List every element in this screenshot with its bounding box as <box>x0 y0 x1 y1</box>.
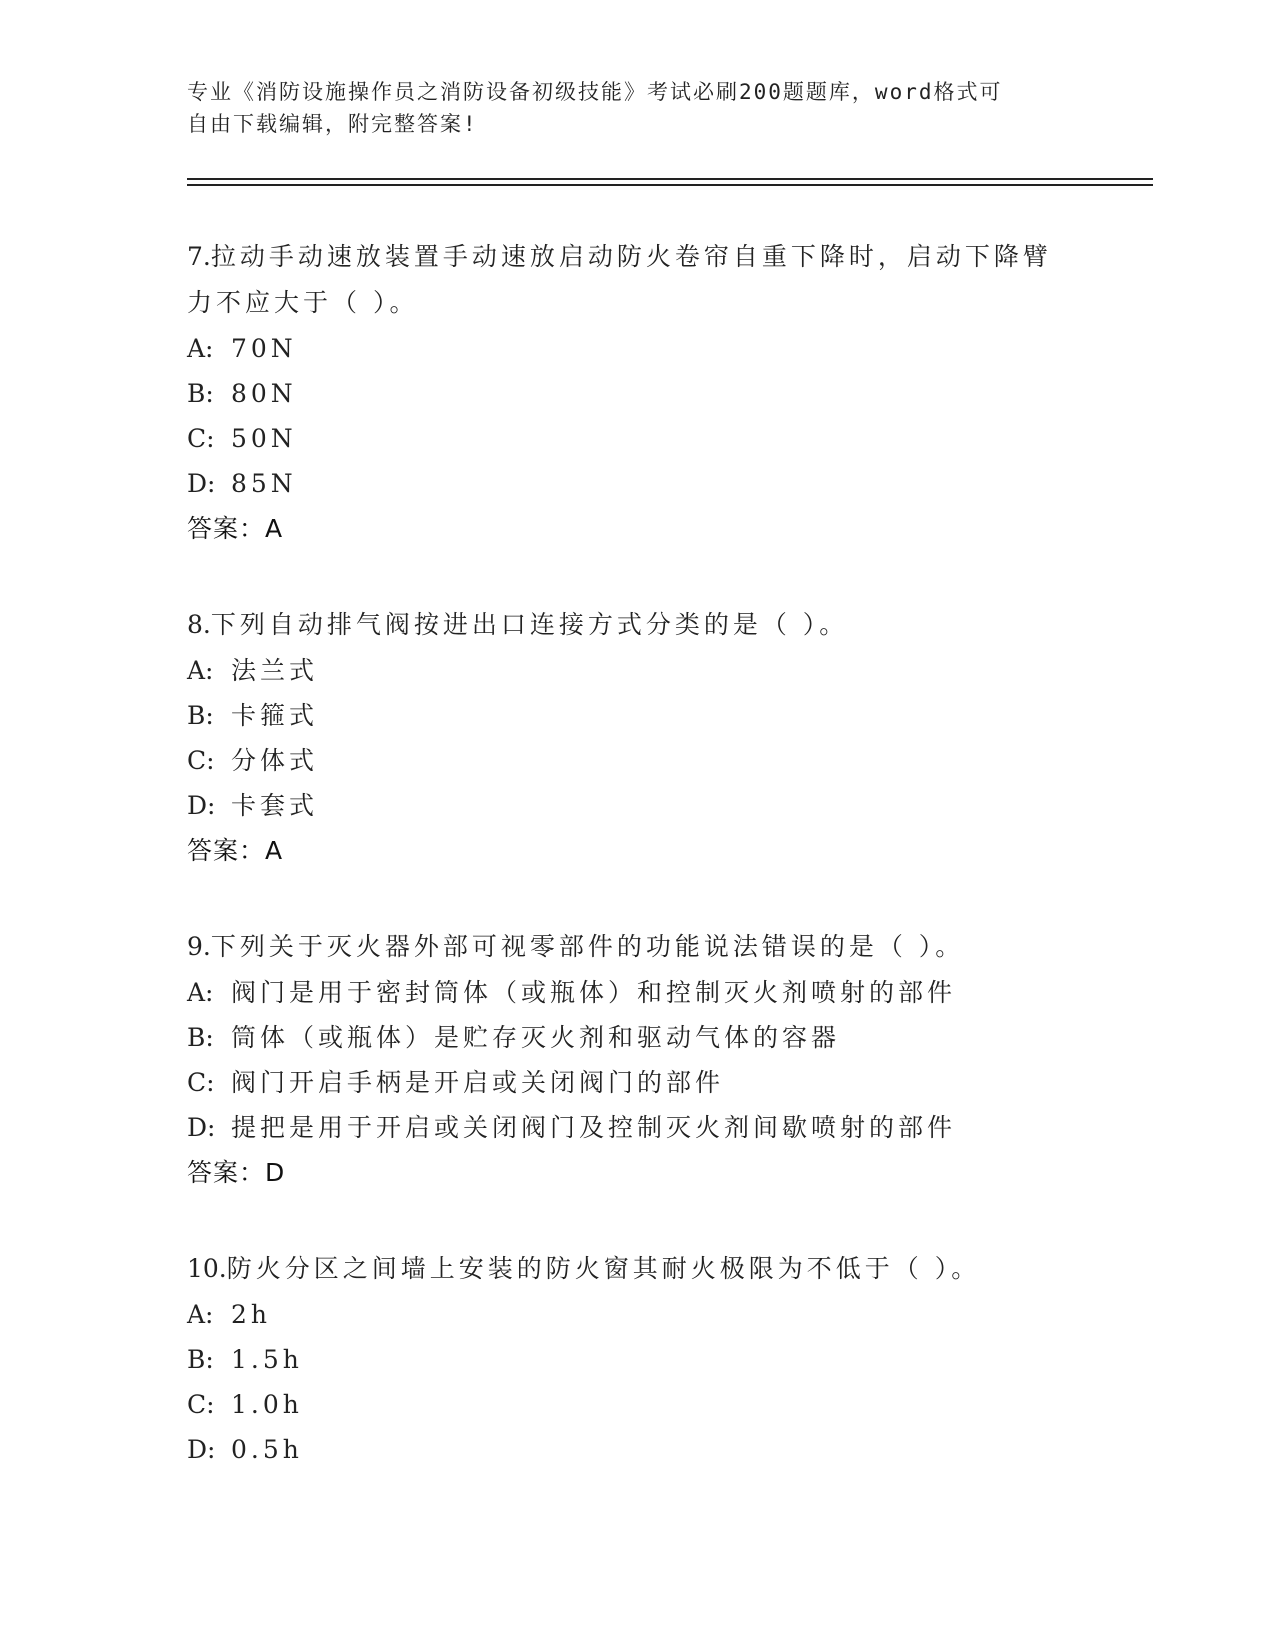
option-c <box>187 1060 1087 1105</box>
option-c <box>187 1382 1087 1427</box>
question-number: 7. <box>187 242 211 271</box>
header-divider-top <box>187 178 1153 180</box>
option-key: A: <box>187 656 214 685</box>
question-text: 防火分区之间墙上安装的防火窗其耐火极限为不低于（ ）。 <box>226 1254 981 1283</box>
option-c <box>187 416 1087 461</box>
option-d <box>187 783 1087 828</box>
option-key: D: <box>187 1435 216 1464</box>
option-text: 80N <box>231 379 297 408</box>
question-9 <box>187 924 1087 1196</box>
question-text: 下列自动排气阀按进出口连接方式分类的是（ ）。 <box>210 610 849 639</box>
header-line-2: 自由下载编辑，附完整答案! <box>187 112 478 136</box>
question-list <box>187 234 1087 1522</box>
option-text: 卡箍式 <box>231 701 319 730</box>
option-a <box>187 1292 1087 1337</box>
option-text: 1.5h <box>231 1345 303 1374</box>
option-key: A: <box>187 978 214 1007</box>
option-text: 提把是用于开启或关闭阀门及控制灭火剂间歇喷射的部件 <box>231 1113 957 1142</box>
question-stem <box>187 602 1087 648</box>
question-number: 10. <box>187 1254 227 1283</box>
question-7 <box>187 234 1087 552</box>
question-stem <box>187 1246 1087 1292</box>
option-text: 阀门开启手柄是开启或关闭阀门的部件 <box>231 1068 725 1097</box>
option-key: C: <box>187 1068 215 1097</box>
option-d <box>187 461 1087 506</box>
option-text: 50N <box>231 424 297 453</box>
question-8 <box>187 602 1087 874</box>
document-header <box>187 76 1067 140</box>
header-line-1: 专业《消防设施操作员之消防设备初级技能》考试必刷200题题库，word格式可 <box>187 80 1003 104</box>
option-key: B: <box>187 1023 214 1052</box>
option-a <box>187 326 1087 371</box>
option-text: 85N <box>231 469 297 498</box>
option-b <box>187 371 1087 416</box>
option-key: C: <box>187 1390 215 1419</box>
answer-line: 答案：D <box>187 1158 286 1187</box>
option-text: 分体式 <box>231 746 319 775</box>
option-d <box>187 1105 1087 1150</box>
option-c <box>187 738 1087 783</box>
option-text: 0.5h <box>231 1435 303 1464</box>
option-d <box>187 1427 1087 1472</box>
question-stem <box>187 234 1087 280</box>
option-b <box>187 1015 1087 1060</box>
option-key: A: <box>187 1300 214 1329</box>
question-10 <box>187 1246 1087 1472</box>
question-number: 9. <box>187 932 211 961</box>
question-text: 下列关于灭火器外部可视零部件的功能说法错误的是（ ）。 <box>210 932 965 961</box>
question-stem-continued: 力不应大于（ ）。 <box>187 288 419 317</box>
option-text: 2h <box>231 1300 272 1329</box>
option-key: B: <box>187 701 214 730</box>
option-text: 阀门是用于密封筒体（或瓶体）和控制灭火剂喷射的部件 <box>231 978 957 1007</box>
question-stem <box>187 924 1087 970</box>
answer-line: 答案：A <box>187 514 284 543</box>
option-key: D: <box>187 1113 216 1142</box>
option-key: B: <box>187 1345 214 1374</box>
option-text: 法兰式 <box>231 656 319 685</box>
option-b <box>187 1337 1087 1382</box>
question-number: 8. <box>187 610 211 639</box>
option-a <box>187 648 1087 693</box>
answer-line: 答案：A <box>187 836 284 865</box>
option-key: B: <box>187 379 214 408</box>
option-key: D: <box>187 469 216 498</box>
option-text: 卡套式 <box>231 791 319 820</box>
header-divider-bottom <box>187 184 1153 186</box>
option-key: C: <box>187 746 215 775</box>
option-b <box>187 693 1087 738</box>
option-text: 70N <box>231 334 297 363</box>
option-key: D: <box>187 791 216 820</box>
option-a <box>187 970 1087 1015</box>
option-text: 1.0h <box>231 1390 303 1419</box>
option-key: C: <box>187 424 215 453</box>
question-text: 拉动手动速放装置手动速放启动防火卷帘自重下降时，启动下降臂 <box>210 242 1052 271</box>
option-text: 筒体（或瓶体）是贮存灭火剂和驱动气体的容器 <box>231 1023 841 1052</box>
option-key: A: <box>187 334 214 363</box>
